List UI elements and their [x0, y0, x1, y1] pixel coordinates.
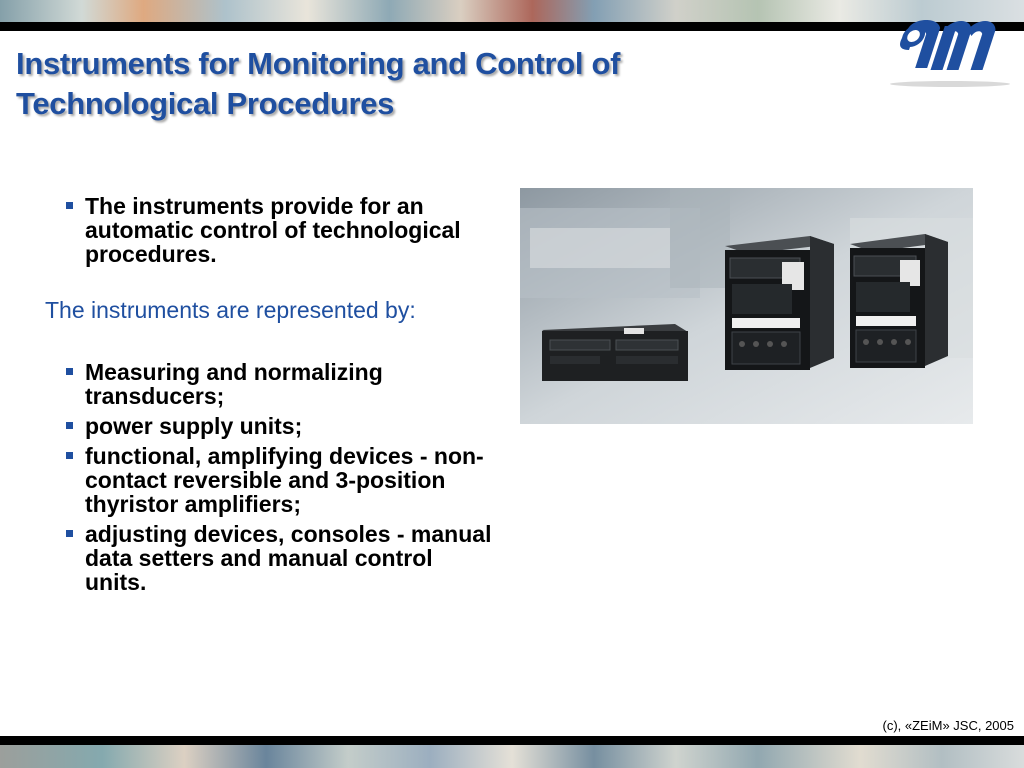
bottom-divider [0, 736, 1024, 745]
bullet-text: Measuring and normalizing transducers; [85, 359, 383, 409]
square-bullet-icon [66, 368, 73, 375]
instruments-illustration [520, 188, 973, 424]
instruments-photo [520, 188, 973, 424]
square-bullet-icon [66, 530, 73, 537]
intro-bullet-list [66, 194, 486, 272]
company-logo [878, 10, 1014, 90]
instruments-bullet-list [66, 360, 496, 600]
top-divider [0, 22, 1024, 31]
square-bullet-icon [66, 422, 73, 429]
upright-device-left [725, 236, 834, 370]
top-decorative-band [0, 0, 1024, 22]
bullet-text: functional, amplifying devices - non-contact reversible and 3-position thyristor amplifiers; [85, 443, 484, 517]
list-item [66, 444, 496, 516]
bullet-text: The instruments provide for an automatic control of technological procedures. [85, 193, 461, 267]
flat-device [542, 324, 688, 381]
list-item [66, 414, 496, 438]
slide-title-line-1: Instruments for Monitoring and Control of [16, 46, 621, 81]
list-item [66, 522, 496, 594]
square-bullet-icon [66, 202, 73, 209]
list-item [66, 194, 486, 266]
bullet-text: power supply units; [85, 413, 303, 439]
list-item [66, 360, 496, 408]
bottom-decorative-band [0, 745, 1024, 768]
section-subheading: The instruments are represented by: [45, 297, 416, 323]
square-bullet-icon [66, 452, 73, 459]
slide-title-line-2: Technological Procedures [16, 86, 395, 121]
slide-title [16, 44, 776, 124]
copyright-text: (c), «ZEiM» JSC, 2005 [882, 718, 1014, 733]
upright-device-right [850, 234, 948, 368]
bullet-text: adjusting devices, consoles - manual data setters and manual control units. [85, 521, 492, 595]
